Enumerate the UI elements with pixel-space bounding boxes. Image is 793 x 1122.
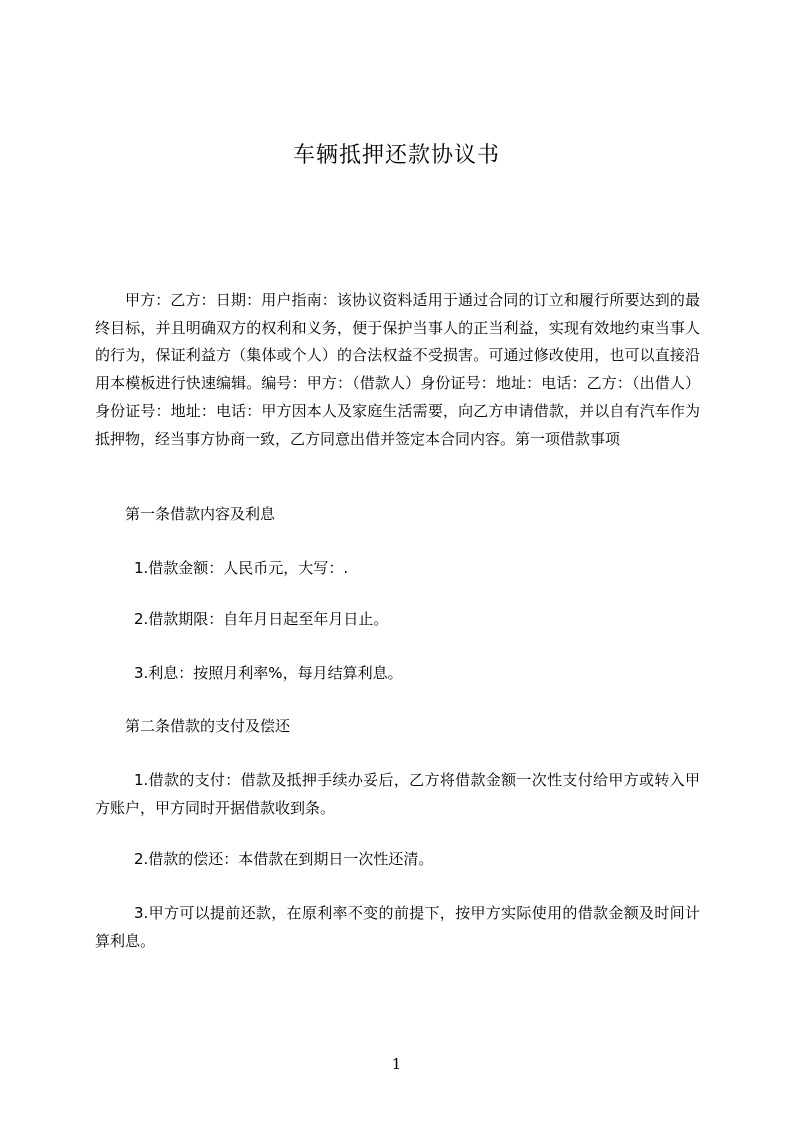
page-number: 1 (391, 1055, 402, 1073)
article-2-item-3: 3.甲方可以提前还款，在原利率不变的前提下，按甲方实际使用的借款金额及时间计算利息。 (95, 904, 700, 950)
document-title: 车辆抵押还款协议书 (292, 143, 500, 168)
article-1-heading: 第一条借款内容及利息 (125, 505, 276, 523)
article-2-item-1: 1.借款的支付：借款及抵押手续办妥后，乙方将借款金额一次性支付给甲方或转入甲方账户，甲方同时开据借款收到条。 (95, 771, 700, 817)
article-1-item-3: 3.利息：按照月利率%，每月结算利息。 (134, 664, 403, 682)
article-1-item-2: 2.借款期限：自年月日起至年月日止。 (134, 610, 389, 628)
article-2-heading: 第二条借款的支付及偿还 (125, 717, 291, 735)
article-1-item-1: 1.借款金额：人民币元，大写：. (134, 559, 349, 577)
article-2-item-2: 2.借款的偿还：本借款在到期日一次性还清。 (134, 850, 434, 868)
intro-paragraph: 甲方：乙方：日期：用户指南：该协议资料适用于通过合同的订立和履行所要达到的最终目标，并且明确双方的权利和义务，便于保护当事人的正当利益，实现有效地约束当事人的行为，保证利益方（集体或个人）的合法权益不受损害。可通过修改使用，也可以直接沿用本模板进行快速编辑。编号：甲方：（借款人）身份证号：地址：电话：乙方：（出借人）身份证号：地址：电话：甲方因本人及家庭生活需要，向乙方申请借款，并以自有汽车作为抵押物，经当事方协商一致，乙方同意出借并签定本合同内容。第一项借款事项 (95, 291, 700, 448)
